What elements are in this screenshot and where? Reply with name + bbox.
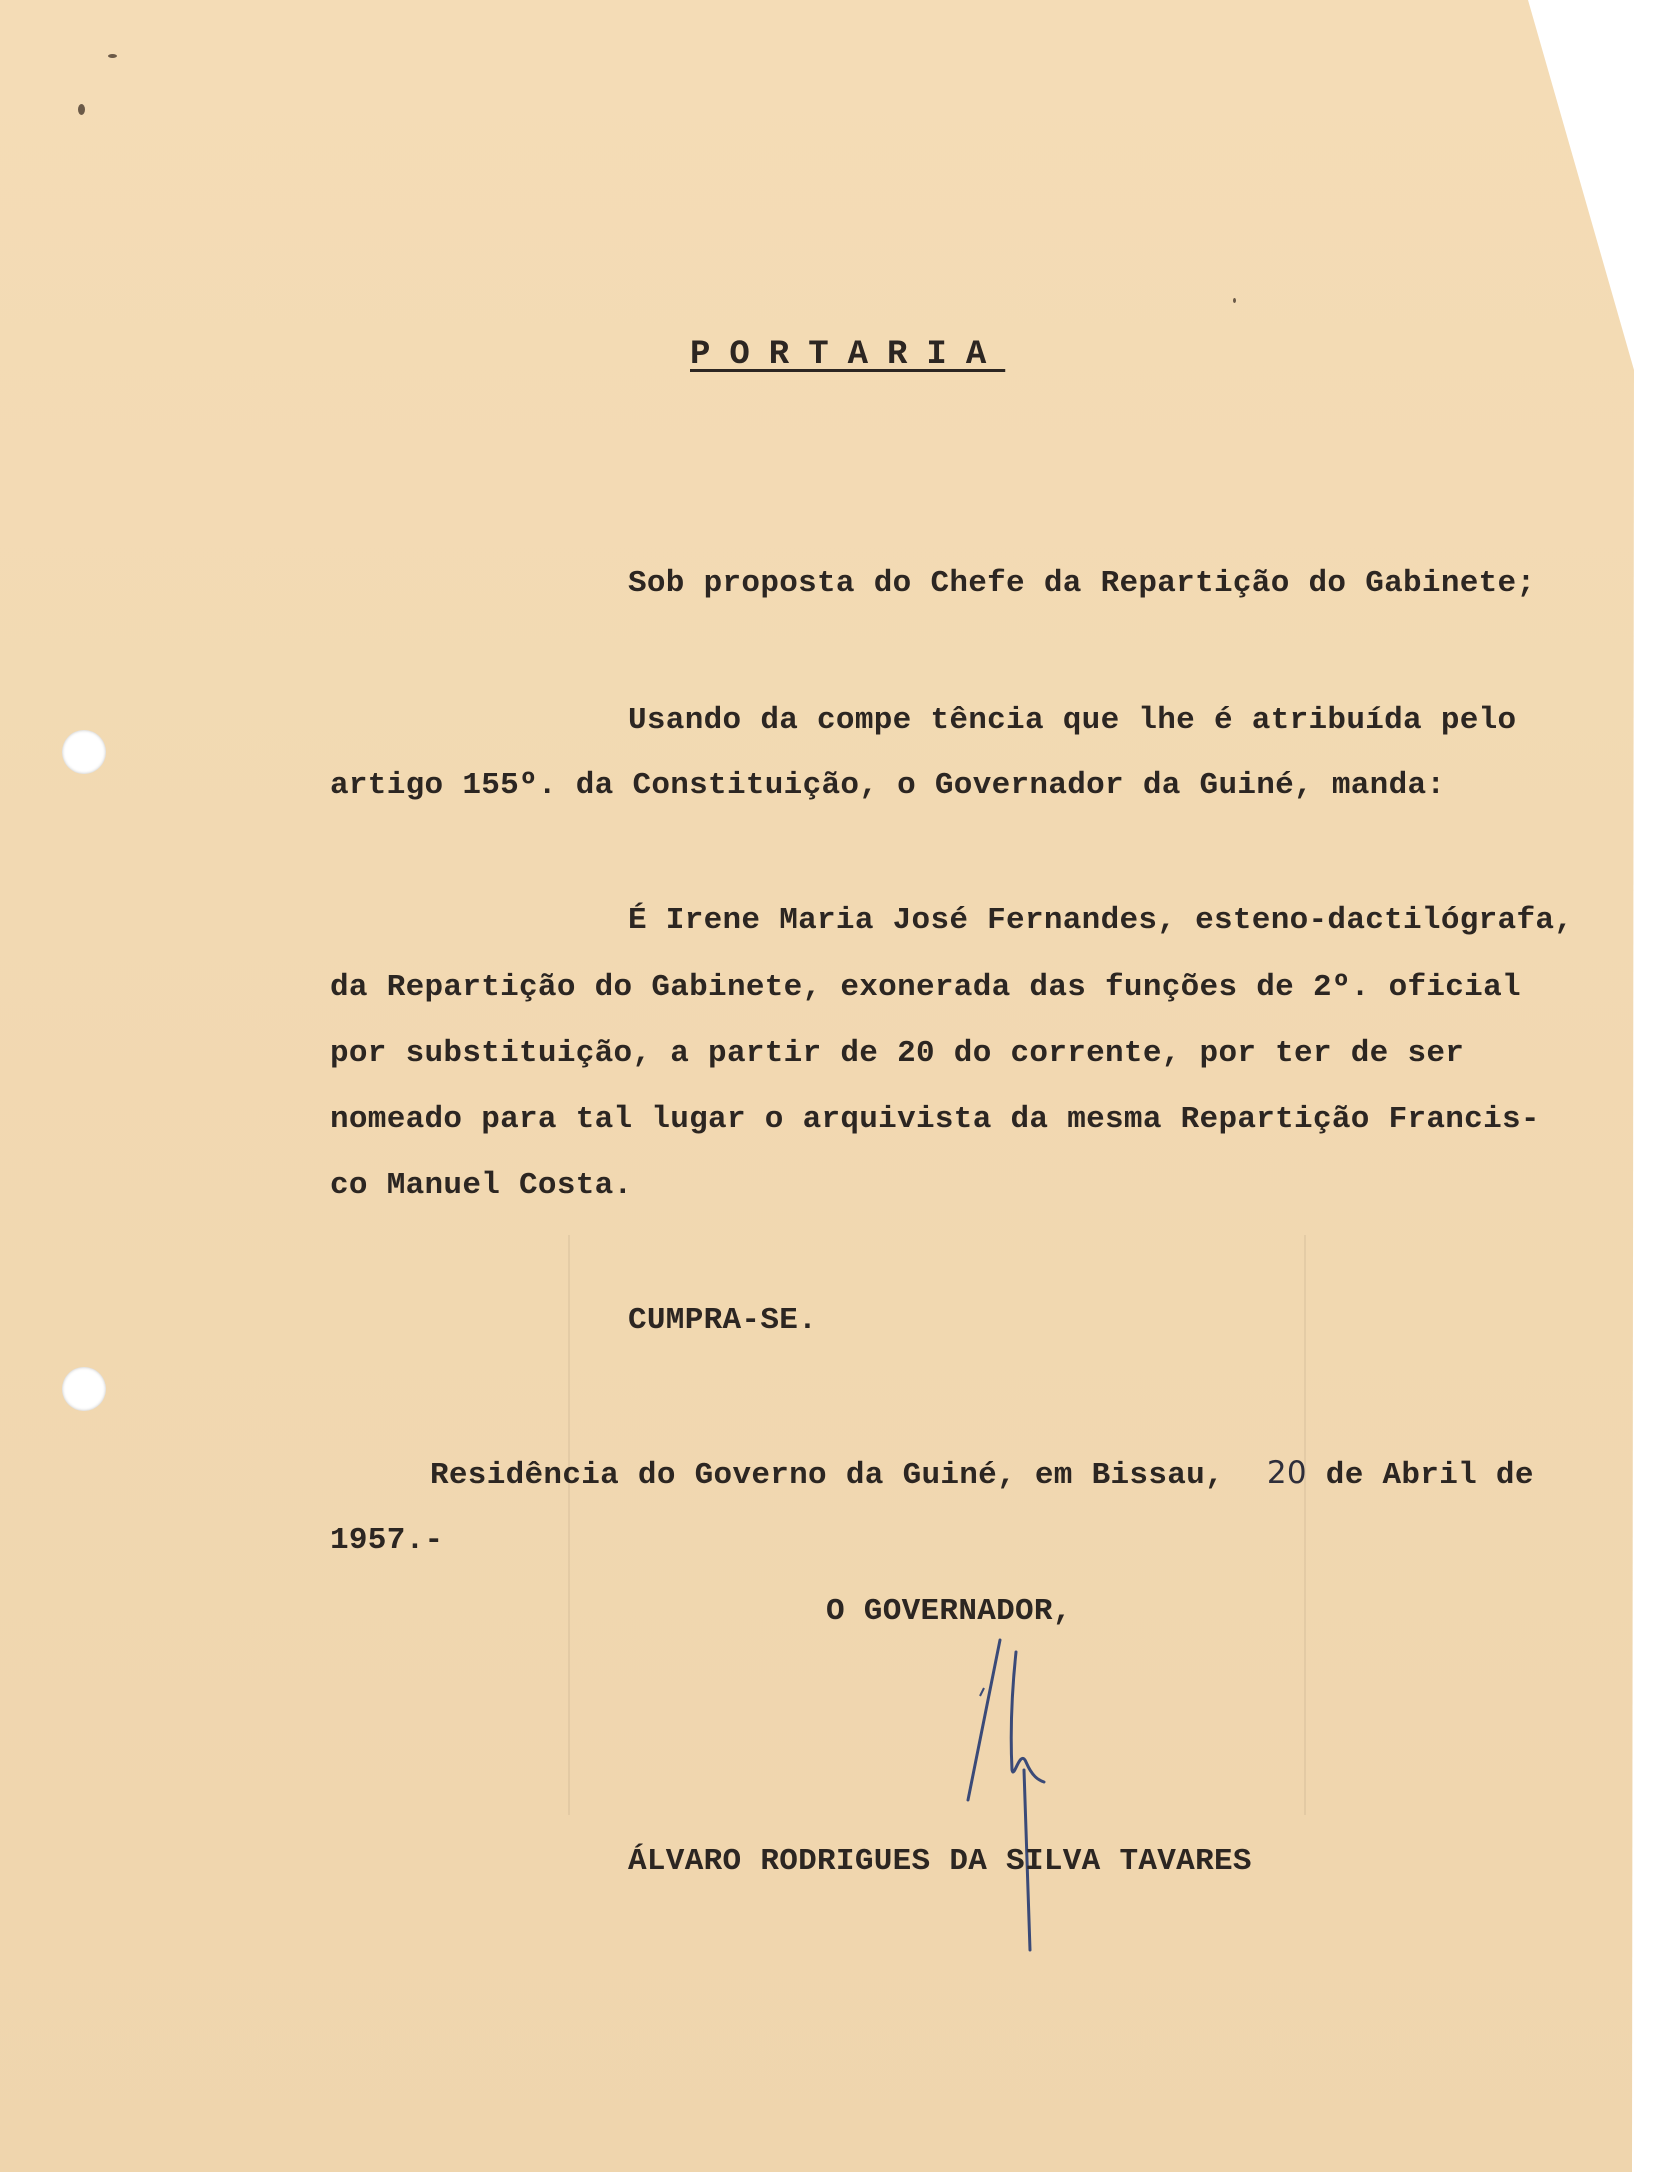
paragraph-2-line-1: Usando da compe tência que lhe é atribuída pelo (628, 703, 1517, 738)
paragraph-3-line-2: da Repartição do Gabinete, exonerada das funções de 2º. oficial (330, 970, 1521, 1005)
ink-speck (108, 54, 117, 58)
ink-speck (78, 104, 85, 115)
place-date-line-1 (430, 1455, 1534, 1493)
paragraph-3-line-3: por substituição, a partir de 20 do corrente, por ter de ser (330, 1036, 1465, 1071)
closing-phrase: CUMPRA-SE. (628, 1303, 818, 1338)
handwritten-signature (920, 1630, 1100, 1970)
signatory-name: ÁLVARO RODRIGUES DA SILVA TAVARES (628, 1844, 1252, 1879)
punch-hole-top (62, 730, 106, 774)
paragraph-3-line-1: É Irene Maria José Fernandes, esteno-dactilógrafa, (628, 903, 1574, 938)
punch-hole-bottom (62, 1367, 106, 1411)
paragraph-3-line-4: nomeado para tal lugar o arquivista da mesma Repartição Francis- (330, 1102, 1540, 1137)
paragraph-1: Sob proposta do Chefe da Repartição do Gabinete; (628, 566, 1536, 601)
signatory-title: O GOVERNADOR, (826, 1594, 1072, 1629)
paragraph-3-line-5: co Manuel Costa. (330, 1168, 633, 1203)
place-text: Residência do Governo da Guiné, em Bissau, (430, 1458, 1224, 1493)
date-day: 20 (1266, 1455, 1307, 1491)
ink-speck (1233, 298, 1236, 303)
date-month-year: de Abril de (1325, 1458, 1534, 1493)
place-date-line-2: 1957.- (330, 1523, 444, 1558)
paragraph-2-line-2: artigo 155º. da Constituição, o Governador da Guiné, manda: (330, 768, 1446, 803)
document-title: PORTARIA (690, 336, 1006, 374)
